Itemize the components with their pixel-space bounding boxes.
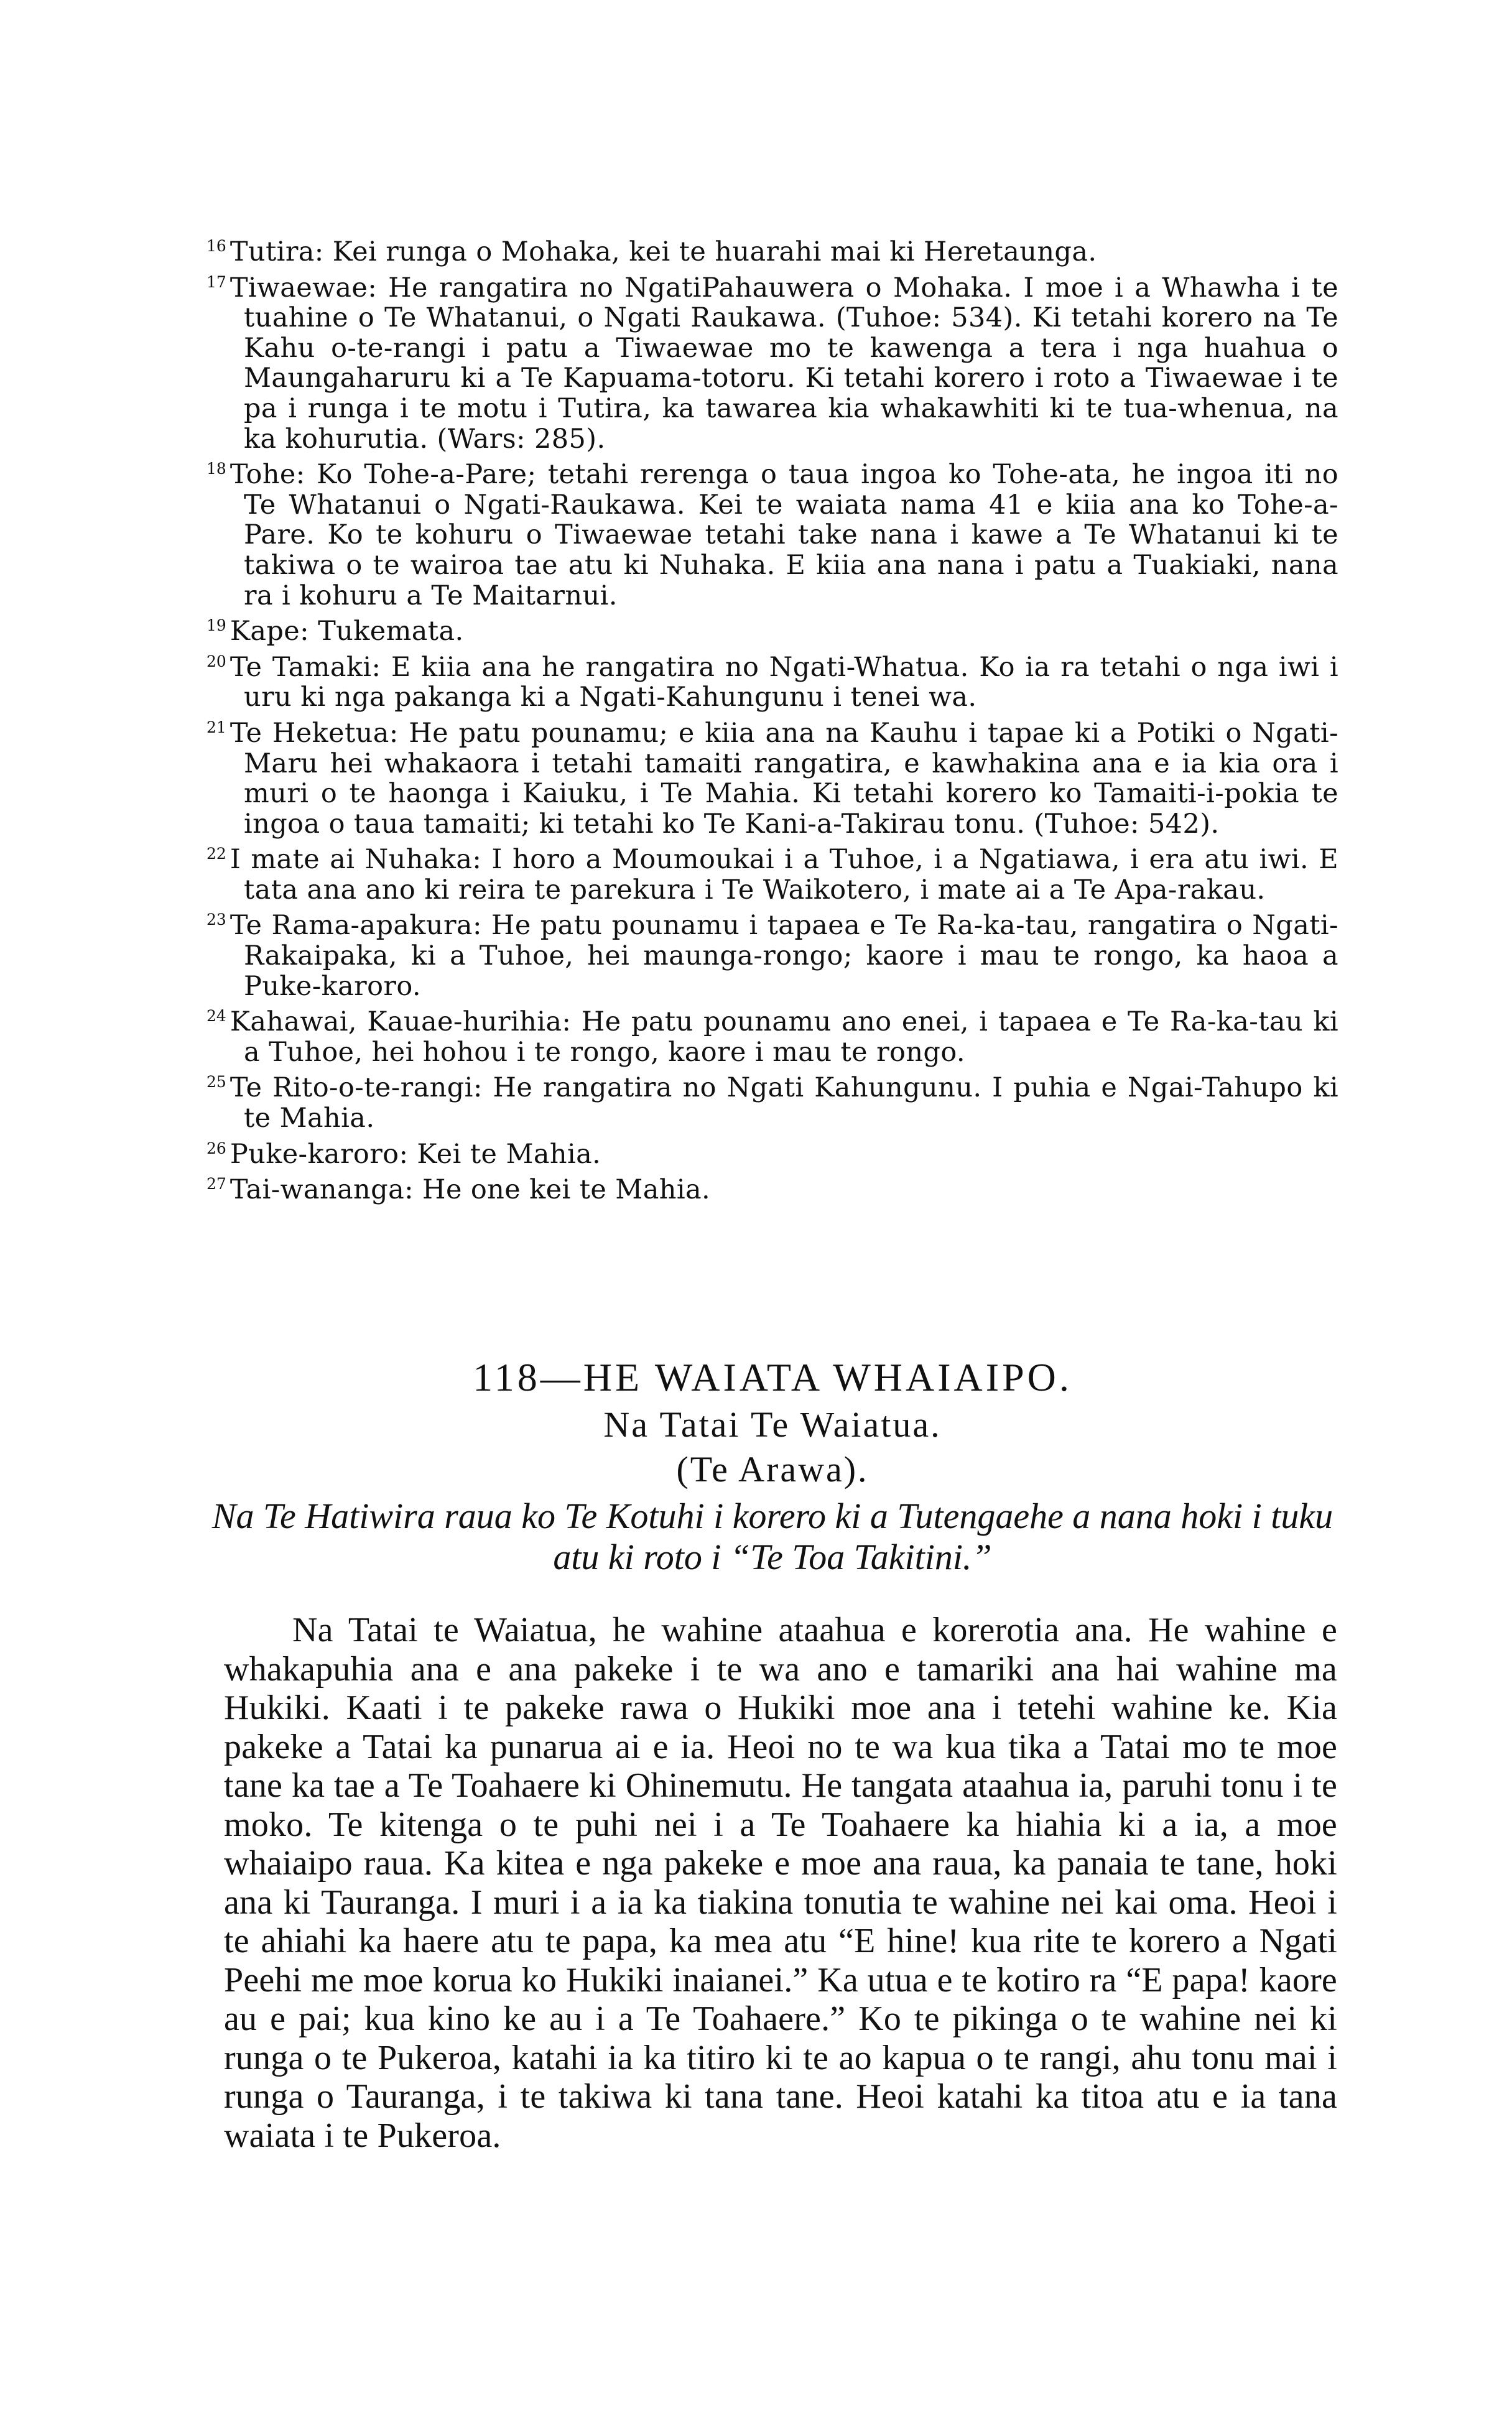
song-heading: [206, 1353, 1338, 1578]
song-attribution: Na Te Hatiwira raua ko Te Kotuhi i korero ki a Tutengaehe a nana hoki i tuku atu ki roto i “Te Toa Takitini.”: [211, 1496, 1333, 1577]
footnote-number: 24: [206, 1007, 226, 1026]
footnote-text: Te Heketua: He patu pounamu; e kiia ana na Kauhu i tapae ki a Potiki o Ngati-Maru hei whakaora i tetahi tamaiti rangatira, e kawhakina ana e ia kia ora i muri o te haonga i Kaiuku, i Te Mahia. Ki tetahi korero ko Tamaiti-i-pokia te ingoa o taua tamaiti; ki tetahi ko Te Kani-a-Takirau tonu. (Tuhoe: 542).: [230, 717, 1338, 840]
song-title: 118—HE WAIATA WHAIAIPO.: [473, 1355, 1072, 1399]
footnote-number: 20: [206, 652, 226, 670]
footnote-number: 16: [206, 237, 226, 255]
footnote-number: 21: [206, 718, 226, 736]
footnote-text: Tohe: Ko Tohe-a-Pare; tetahi rerenga o taua ingoa ko Tohe-ata, he ingoa iti no Te Whatanui o Ngati-Raukawa. Kei te waiata nama 41 e kiia ana ko Tohe-a-Pare. Ko te kohuru o Tiwaewae tetahi take nana i kawe a Te Whatanui ki te takiwa o te wairoa tae atu ki Nuhaka. E kiia ana nana i patu a Tuakiaki, nana ra i kohuru a Te Maitarnui.: [230, 459, 1338, 611]
footnote-text: Te Rama-apakura: He patu pounamu i tapaea e Te Ra-ka-tau, rangatira o Ngati-Rakaipaka, ki a Tuhoe, hei maunga-rongo; kaore i mau te rongo, ka haoa a Puke-karoro.: [230, 910, 1338, 1002]
footnote-number: 19: [206, 616, 226, 635]
footnote-20: [206, 647, 1338, 713]
footnote-23: [206, 905, 1338, 1001]
footnote-text: Puke-karoro: Kei te Mahia.: [230, 1138, 601, 1170]
footnote-text: Te Tamaki: E kiia ana he rangatira no Ngati-Whatua. Ko ia ra tetahi o nga iwi i uru ki nga pakanga ki a Ngati-Kahungunu i tenei wa.: [230, 651, 1338, 713]
song-tribe: (Te Arawa).: [676, 1449, 869, 1490]
footnote-22: [206, 839, 1338, 905]
body-section: [224, 1611, 1337, 2155]
footnote-21: [206, 713, 1338, 839]
footnote-25: [206, 1067, 1338, 1133]
footnote-text: I mate ai Nuhaka: I horo a Moumoukai i a Tuhoe, i a Ngatiawa, i era atu iwi. E tata ana ano ki reira te parekura i Te Waikotero, i mate ai a Te Apa-rakau.: [230, 844, 1338, 906]
footnote-text: Kape: Tukemata.: [230, 616, 464, 647]
footnote-17: [206, 267, 1338, 455]
footnote-text: Kahawai, Kauae-hurihia: He patu pounamu ano enei, i tapaea e Te Ra-ka-tau ki a Tuhoe, hei hohou i te rongo, kaore i mau te rongo.: [230, 1006, 1338, 1068]
footnote-text: Tutira: Kei runga o Mohaka, kei te huarahi mai ki Heretaunga.: [230, 236, 1097, 267]
footnote-number: 18: [206, 460, 226, 478]
footnote-16: [206, 231, 1338, 267]
footnote-text: Tiwaewae: He rangatira no NgatiPahauwera o Mohaka. I moe i a Whawha i te tuahine o Te Whatanui, o Ngati Raukawa. (Tuhoe: 534). Ki tetahi korero na Te Kahu o-te-rangi i patu a Tiwaewae mo te kawenga a tera i nga huahua o Maungaharuru ki a Te Kapuama-totoru. Ki tetahi korero i roto a Tiwaewae i te pa i runga i te motu i Tutira, ka tawarea kia whakawhiti ki te tua-whenua, na ka kohurutia. (Wars: 285).: [230, 272, 1338, 455]
footnote-26: [206, 1134, 1338, 1170]
footnote-number: 17: [206, 272, 226, 291]
footnote-number: 23: [206, 910, 226, 929]
footnote-27: [206, 1169, 1338, 1205]
footnotes-section: [206, 231, 1338, 1205]
footnote-text: Tai-wananga: He one kei te Mahia.: [230, 1174, 711, 1206]
footnote-number: 25: [206, 1073, 226, 1091]
footnote-18: [206, 454, 1338, 611]
song-author: Na Tatai Te Waiatua.: [603, 1404, 942, 1445]
footnote-number: 26: [206, 1139, 226, 1157]
footnote-24: [206, 1001, 1338, 1067]
footnote-number: 22: [206, 845, 226, 863]
body-paragraph: Na Tatai te Waiatua, he wahine ataahua e korerotia ana. He wahine e whakapuhia ana e ana pakeke i te wa ano e tamariki ana hai wahine ma Hukiki. Kaati i te pakeke rawa o Hukiki moe ana i tetehi wahine ke. Kia pakeke a Tatai ka punarua ai e ia. Heoi no te wa kua tika a Tatai mo te moe tane ka tae a Te Toahaere ki Ohinemutu. He tangata ataahua ia, paruhi tonu i te moko. Te kitenga o te puhi nei i a Te Toahaere ka hiahia ki a ia, a moe whaiaipo raua. Ka kitea e nga pakeke e moe ana raua, ka panaia te tane, hoki ana ki Tauranga. I muri i a ia ka tiakina tonutia te wahine nei kai oma. Heoi i te ahiahi ka haere atu te papa, ka mea atu “E hine! kua rite te korero a Ngati Peehi me moe korua ko Hukiki inaianei.” Ka utua e te kotiro ra “E papa! kaore au e pai; kua kino ke au i a Te Toahaere.” Ko te pikinga o te wahine nei ki runga o te Pukeroa, katahi ia ka titiro ki te ao kapua o te rangi, ahu tonu mai i runga o Tauranga, i te takiwa ki tana tane. Heoi katahi ka titoa atu e ia tana waiata i te Pukeroa.: [224, 1611, 1337, 2155]
footnote-text: Te Rito-o-te-rangi: He rangatira no Ngati Kahungunu. I puhia e Ngai-Tahupo ki te Mahia.: [230, 1072, 1338, 1134]
footnote-number: 27: [206, 1175, 226, 1193]
footnote-19: [206, 611, 1338, 647]
